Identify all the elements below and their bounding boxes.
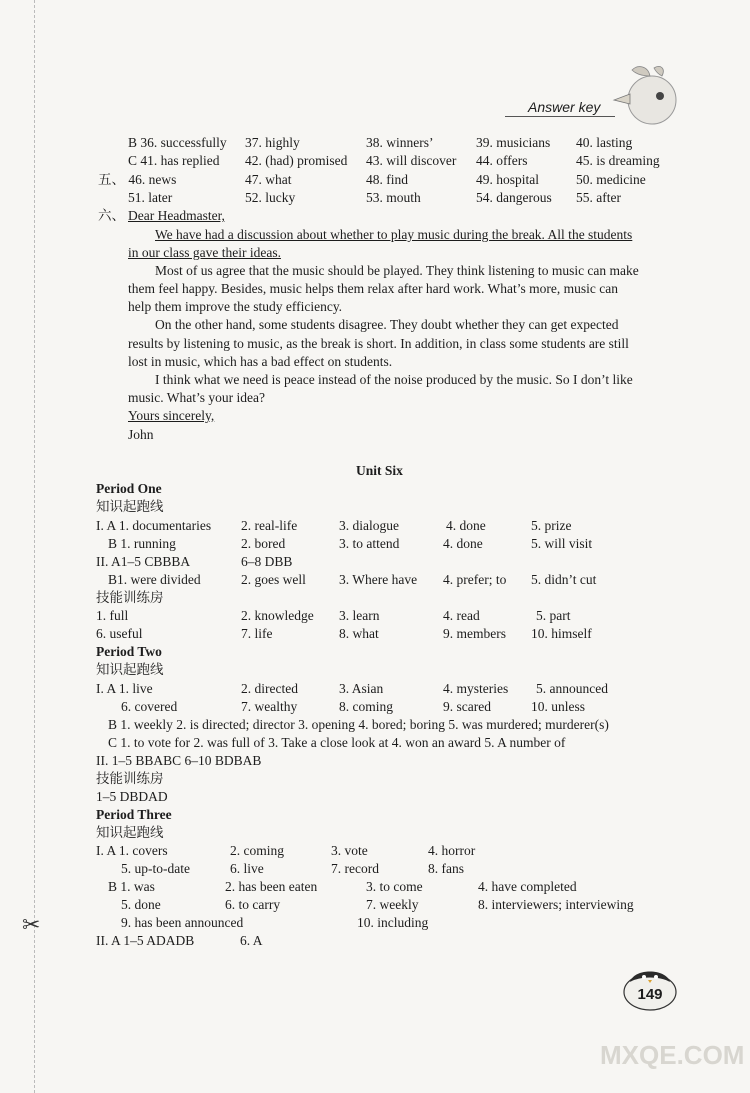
answer-item: B 1. running — [108, 536, 176, 551]
answer-item: 4. done — [446, 518, 486, 533]
scissors-icon: ✂ — [22, 913, 41, 938]
letter-line: Most of us agree that the music should be played. They think listening to music can make — [155, 263, 639, 278]
answer-item: 10. himself — [531, 626, 592, 641]
answer-item: B 36. successfully — [128, 135, 227, 150]
answer-item: 6. to carry — [225, 897, 281, 912]
letter-line: music. What’s your idea? — [128, 390, 265, 405]
answer-item: 6. live — [230, 861, 264, 876]
answer-item: 3. dialogue — [339, 518, 399, 533]
subsection-heading: 知识起跑线 — [96, 662, 164, 677]
answer-item: 4. prefer; to — [443, 572, 507, 587]
answer-item: 48. find — [366, 172, 408, 187]
page-number: 149 — [637, 986, 663, 1003]
answer-item: 5. announced — [536, 681, 608, 696]
letter-line: them feel happy. Besides, music helps them relax after hard work. What’s more, music can — [128, 281, 618, 296]
unit-title: Unit Six — [356, 463, 403, 478]
answer-item: 5. didn’t cut — [531, 572, 597, 587]
answer-item: 42. (had) promised — [245, 153, 348, 168]
answer-item: 40. lasting — [576, 135, 633, 150]
answer-item: 7. wealthy — [241, 699, 298, 714]
answer-item: I. A 1. covers — [96, 843, 168, 858]
answer-item: B 1. was — [108, 879, 155, 894]
answer-item: C 41. has replied — [128, 153, 220, 168]
answer-item: 2. coming — [230, 843, 284, 858]
answer-item: 10. unless — [531, 699, 585, 714]
answer-item: 8. coming — [339, 699, 393, 714]
answer-item: 47. what — [245, 172, 292, 187]
answer-item: 10. including — [357, 915, 429, 930]
answer-item: 5. prize — [531, 518, 572, 533]
answer-item: 2. bored — [241, 536, 286, 551]
answer-line: C 1. to vote for 2. was full of 3. Take a close look at 4. won an award 5. A number of — [108, 735, 566, 750]
answer-item: 49. hospital — [476, 172, 539, 187]
period-title: Period One — [96, 481, 162, 496]
answer-item: II. A 1–5 ADADB — [96, 933, 195, 948]
answer-item: I. A 1. documentaries — [96, 518, 212, 533]
letter-greeting: Dear Headmaster, — [128, 208, 225, 223]
letter-line: We have had a discussion about whether to play music during the break. All the students — [155, 227, 633, 242]
answer-item: 3. to come — [366, 879, 423, 894]
answer-item: 38. winners’ — [366, 135, 434, 150]
answer-item: II. A1–5 CBBBA — [96, 554, 191, 569]
letter-signature: John — [128, 427, 154, 442]
answer-item: 5. done — [121, 897, 161, 912]
answer-item: 9. has been announced — [121, 915, 244, 930]
subsection-heading: 技能训练房 — [96, 771, 164, 786]
answer-item: 8. what — [339, 626, 379, 641]
answer-item: 2. real-life — [241, 518, 298, 533]
answer-item: 5. up-to-date — [121, 861, 190, 876]
answer-line: 1–5 DBDAD — [96, 789, 168, 804]
answer-item: 7. record — [331, 861, 379, 876]
answer-item: 4. have completed — [478, 879, 577, 894]
answer-item: 4. read — [443, 608, 480, 623]
answer-item: 1. full — [96, 608, 129, 623]
letter-line: On the other hand, some students disagree. They doubt whether they can get expected — [155, 317, 619, 332]
answer-item: 37. highly — [245, 135, 300, 150]
answer-item: 39. musicians — [476, 135, 551, 150]
bird-logo-icon — [602, 62, 682, 130]
answer-item: 2. directed — [241, 681, 298, 696]
answer-item: 53. mouth — [366, 190, 421, 205]
letter-line: I think what we need is peace instead of the noise produced by the music. So I don’t like — [155, 372, 633, 387]
header-rule — [505, 116, 615, 117]
answer-item: 54. dangerous — [476, 190, 552, 205]
subsection-heading: 技能训练房 — [96, 590, 164, 605]
answer-item: 3. learn — [339, 608, 380, 623]
answer-item: 6. useful — [96, 626, 143, 641]
answer-item: 2. goes well — [241, 572, 306, 587]
answer-item: 3. Asian — [339, 681, 384, 696]
answer-item: 52. lucky — [245, 190, 296, 205]
header-title: Answer key — [528, 99, 601, 115]
period-title: Period Three — [96, 807, 172, 822]
answer-item: 五、 46. news — [98, 172, 177, 187]
letter-line: in our class gave their ideas. — [128, 245, 281, 260]
letter-line: results by listening to music, as the break is short. In addition, in class some students are still — [128, 336, 629, 351]
answer-item: 8. interviewers; interviewing — [478, 897, 634, 912]
letter-line: help them improve the study efficiency. — [128, 299, 343, 314]
subsection-heading: 知识起跑线 — [96, 825, 164, 840]
answer-item: 6. A — [240, 933, 263, 948]
answer-item: 5. will visit — [531, 536, 593, 551]
watermark: MXQE.COM — [600, 1040, 745, 1070]
answer-item: 4. done — [443, 536, 483, 551]
subsection-heading: 知识起跑线 — [96, 499, 164, 514]
answer-item: 3. Where have — [339, 572, 418, 587]
answer-item: 7. weekly — [366, 897, 419, 912]
answer-item: 45. is dreaming — [576, 153, 660, 168]
answer-item: 6–8 DBB — [241, 554, 293, 569]
answer-item: 2. has been eaten — [225, 879, 318, 894]
period-title: Period Two — [96, 644, 162, 659]
answer-item: 5. part — [536, 608, 571, 623]
answer-line: B 1. weekly 2. is directed; director 3. opening 4. bored; boring 5. was murdered; murderer(s) — [108, 717, 609, 732]
letter-closing: Yours sincerely, — [128, 408, 215, 423]
answer-item: 6. covered — [121, 699, 178, 714]
answer-item: 9. scared — [443, 699, 491, 714]
answer-item: 44. offers — [476, 153, 528, 168]
answer-line: II. 1–5 BBABC 6–10 BDBAB — [96, 753, 262, 768]
answer-item: B1. were divided — [108, 572, 201, 587]
answer-item: 4. horror — [428, 843, 476, 858]
answer-item: 3. vote — [331, 843, 368, 858]
answer-item: 4. mysteries — [443, 681, 509, 696]
answer-item: 43. will discover — [366, 153, 457, 168]
answer-item: 2. knowledge — [241, 608, 314, 623]
answer-item: 7. life — [241, 626, 273, 641]
answer-item: 51. later — [128, 190, 173, 205]
answer-item: 9. members — [443, 626, 506, 641]
section-label: 六、 — [98, 208, 125, 223]
answer-item: I. A 1. live — [96, 681, 153, 696]
answer-item: 3. to attend — [339, 536, 400, 551]
letter-line: lost in music, which has a bad effect on students. — [128, 354, 393, 369]
answer-item: 50. medicine — [576, 172, 646, 187]
answer-item: 8. fans — [428, 861, 464, 876]
answer-item: 55. after — [576, 190, 621, 205]
